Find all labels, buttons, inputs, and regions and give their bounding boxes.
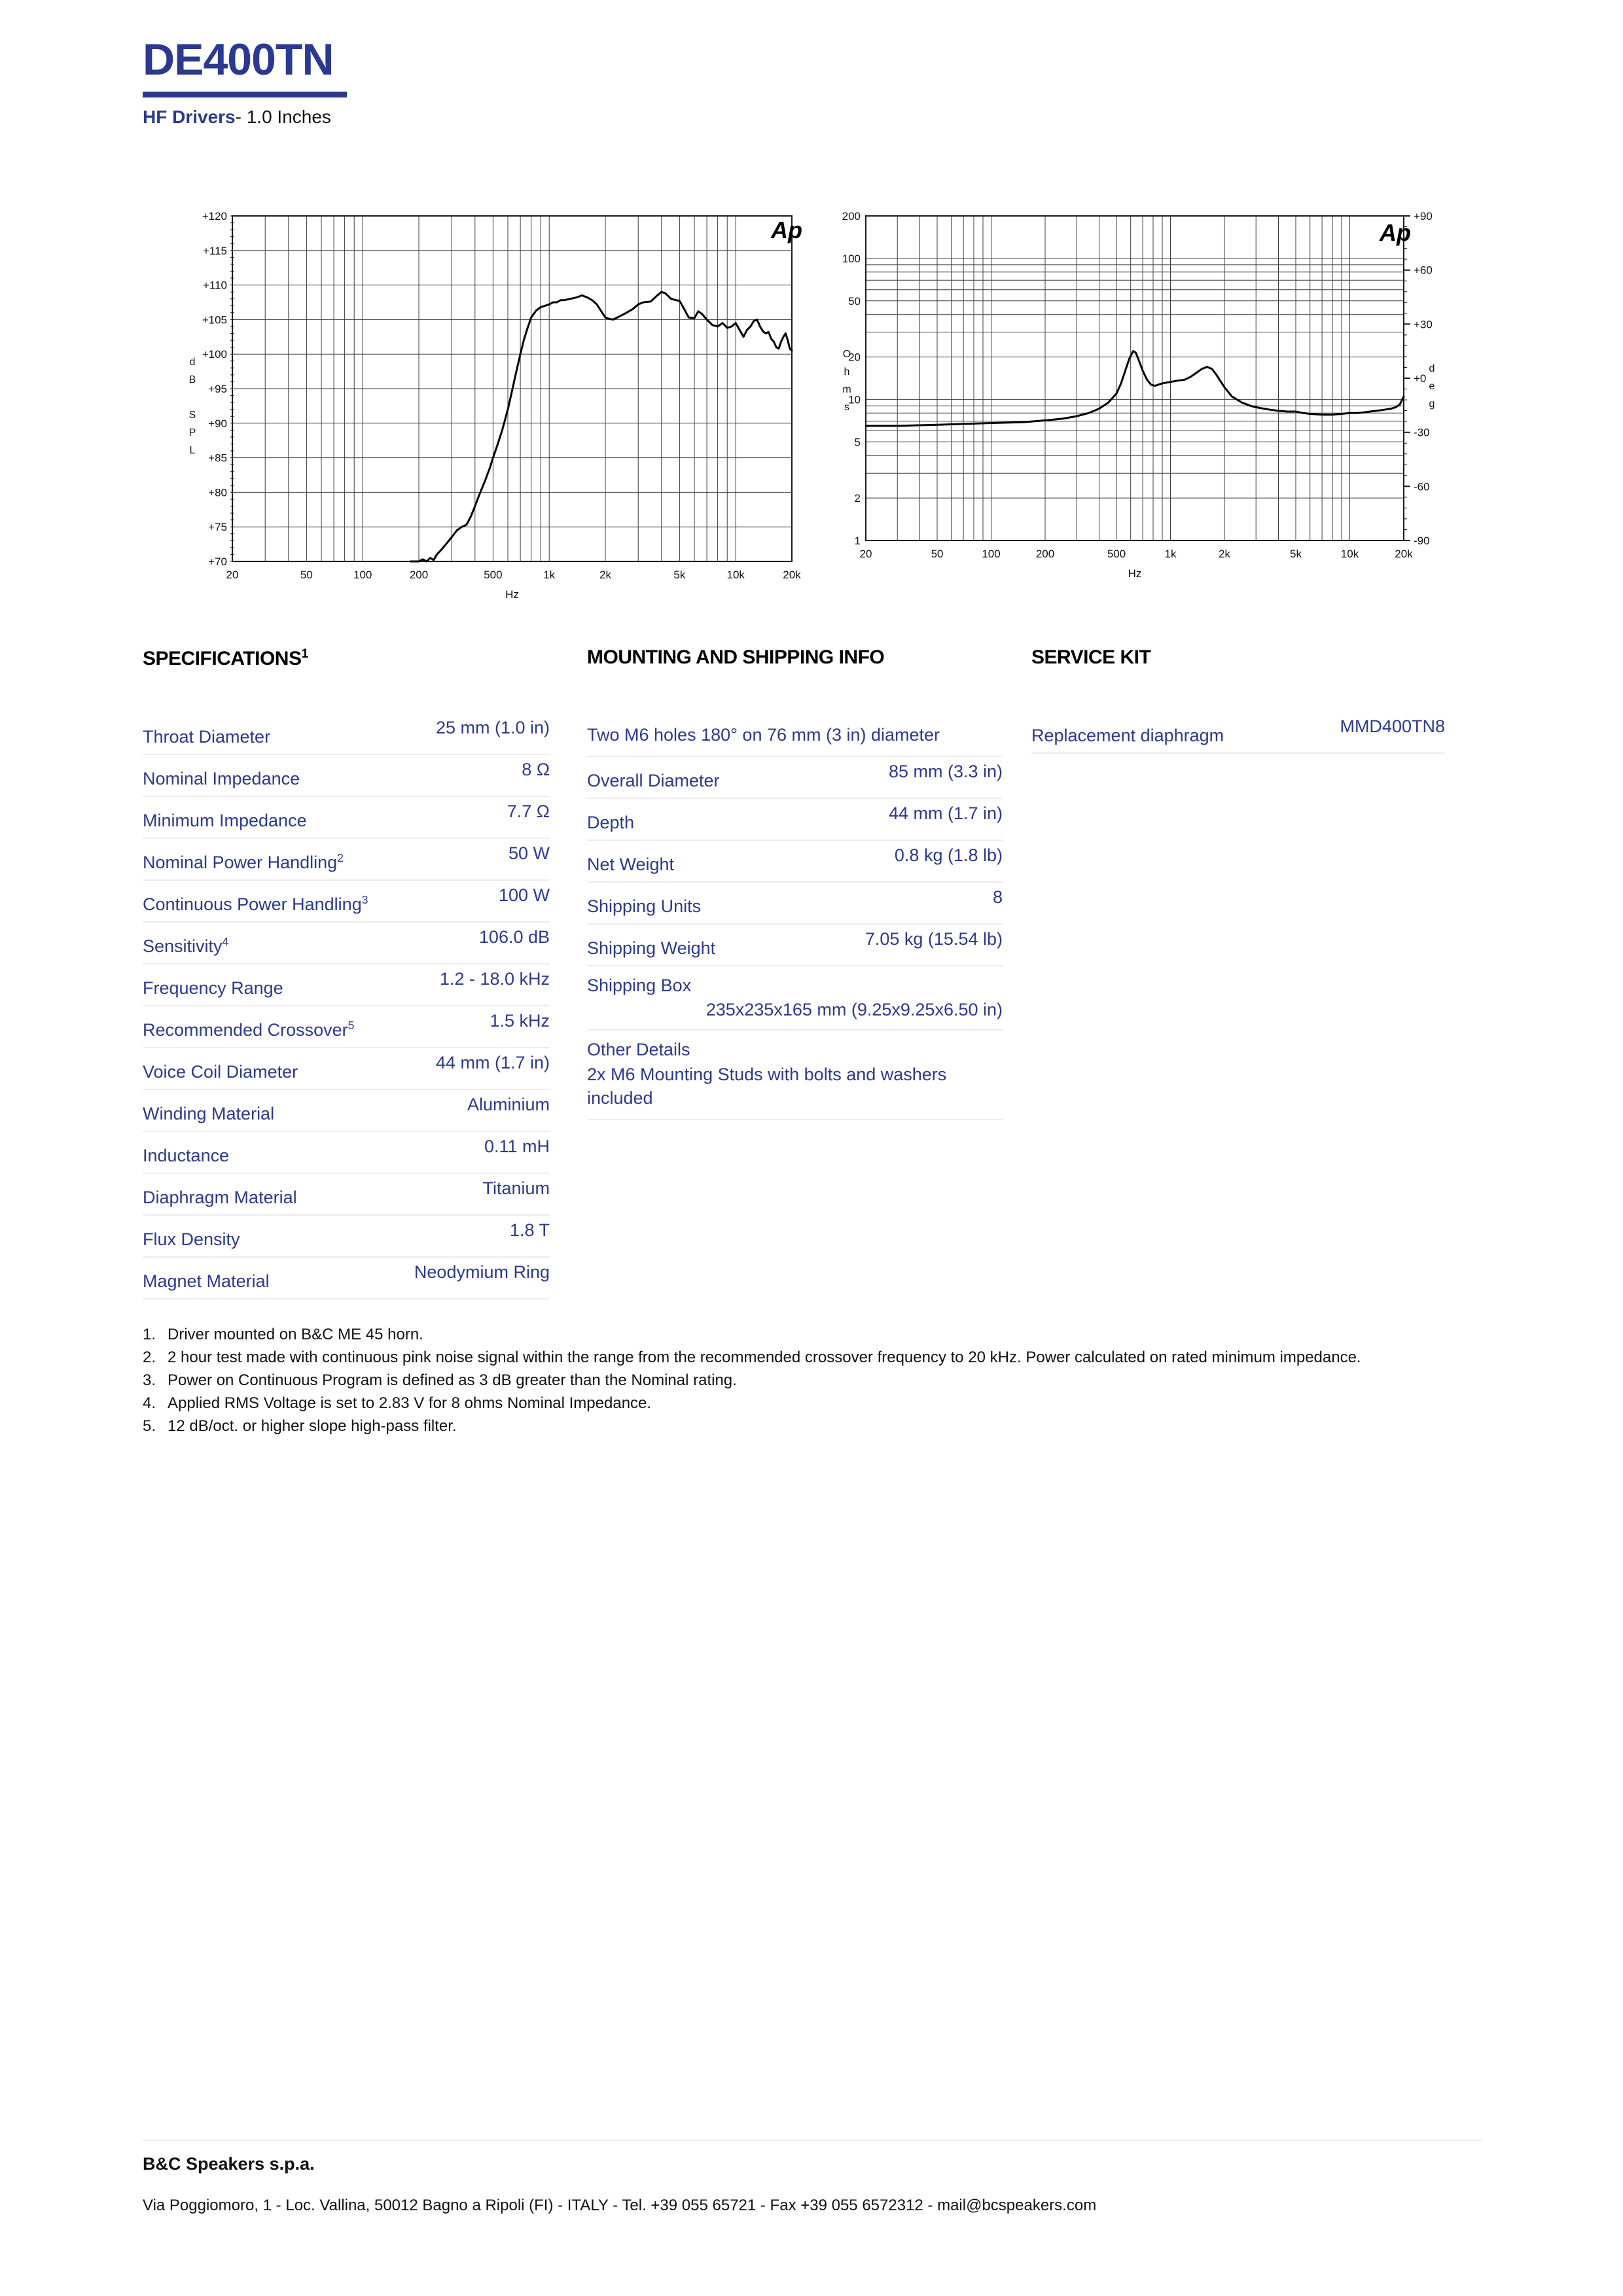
spec-row xyxy=(143,755,550,797)
service-value: MMD400TN8 xyxy=(1340,716,1445,736)
svg-text:5: 5 xyxy=(854,436,861,449)
spec-value: 7.7 Ω xyxy=(507,802,550,821)
mounting-shipping-section xyxy=(587,646,1003,1120)
svg-text:50: 50 xyxy=(931,548,944,560)
footer-company: B&C Speakers s.p.a. xyxy=(143,2154,315,2174)
svg-text:100: 100 xyxy=(842,252,861,265)
mounting-row xyxy=(587,925,1003,966)
spec-value: 25 mm (1.0 in) xyxy=(435,718,550,737)
footnote-item xyxy=(143,1346,1501,1369)
shipping-box-label: Shipping Box xyxy=(587,976,692,995)
spec-row xyxy=(143,964,550,1006)
svg-text:+80: +80 xyxy=(208,486,227,499)
footnote-number: 5. xyxy=(143,1417,156,1435)
spec-value: 106.0 dB xyxy=(478,927,550,947)
footnote-number: 4. xyxy=(143,1394,156,1412)
svg-text:Hz: Hz xyxy=(1128,567,1142,580)
svg-text:d: d xyxy=(1429,363,1435,374)
svg-text:200: 200 xyxy=(409,569,429,581)
svg-text:e: e xyxy=(1429,381,1435,392)
spec-row xyxy=(143,1258,550,1299)
footnote-text: Driver mounted on B&C ME 45 horn. xyxy=(168,1326,423,1343)
spec-row xyxy=(143,1174,550,1216)
footnote-text: Applied RMS Voltage is set to 2.83 V for 8 ohms Nominal Impedance. xyxy=(168,1394,652,1412)
svg-text:+85: +85 xyxy=(208,451,227,465)
svg-text:1k: 1k xyxy=(1164,548,1177,560)
title-underline xyxy=(143,92,347,97)
footer-address: Via Poggiomoro, 1 - Loc. Vallina, 50012 Bagno a Ripoli (FI) - ITALY - Tel. +39 055 65721 - Fax +39 055 6572312 - mail@bcspeakers.com xyxy=(143,2197,1097,2214)
svg-text:+30: +30 xyxy=(1414,318,1433,331)
mounting-row xyxy=(587,799,1003,841)
spec-row xyxy=(143,839,550,881)
spec-value: Titanium xyxy=(482,1178,550,1198)
svg-text:500: 500 xyxy=(484,569,503,581)
svg-text:-60: -60 xyxy=(1414,480,1430,493)
other-details-value: 2x M6 Mounting Studs with bolts and washers included xyxy=(587,1065,947,1108)
spec-label: Nominal Impedance xyxy=(143,769,300,788)
footnote-text: 12 dB/oct. or higher slope high-pass filter. xyxy=(168,1417,457,1435)
spec-label: Frequency Range xyxy=(143,978,283,998)
svg-text:+90: +90 xyxy=(1414,210,1433,222)
svg-text:5k: 5k xyxy=(1290,548,1302,560)
spec-row xyxy=(143,881,550,923)
svg-text:+95: +95 xyxy=(208,383,227,395)
product-subtitle xyxy=(143,107,331,128)
mounting-label: Shipping Weight xyxy=(587,938,716,958)
mounting-value: 85 mm (3.3 in) xyxy=(888,762,1003,781)
svg-text:P: P xyxy=(188,427,196,438)
svg-text:200: 200 xyxy=(1035,548,1055,560)
svg-text:+115: +115 xyxy=(202,244,227,257)
svg-text:2k: 2k xyxy=(1219,548,1230,560)
svg-text:Ap: Ap xyxy=(1380,219,1411,246)
svg-text:+70: +70 xyxy=(208,556,227,568)
spec-label: Winding Material xyxy=(143,1104,275,1123)
spec-row xyxy=(143,1216,550,1258)
footnote-item xyxy=(143,1415,1501,1438)
spec-row xyxy=(143,1132,550,1174)
svg-text:100: 100 xyxy=(982,548,1001,560)
spec-value: 1.5 kHz xyxy=(490,1011,550,1031)
mounting-value: 0.8 kg (1.8 lb) xyxy=(894,845,1003,865)
specifications-section xyxy=(143,646,550,1299)
spec-value: Aluminium xyxy=(467,1095,550,1114)
mounting-row xyxy=(587,841,1003,883)
mounting-label: Depth xyxy=(587,813,635,832)
svg-text:1k: 1k xyxy=(543,569,556,581)
spec-row xyxy=(143,1006,550,1048)
svg-text:m: m xyxy=(842,384,851,395)
svg-text:1: 1 xyxy=(854,535,861,547)
mounting-label: Shipping Units xyxy=(587,896,702,916)
svg-text:+60: +60 xyxy=(1414,264,1433,277)
svg-text:B: B xyxy=(188,374,196,385)
svg-text:10: 10 xyxy=(848,393,861,406)
spec-value: 44 mm (1.7 in) xyxy=(435,1053,550,1072)
svg-text:20k: 20k xyxy=(1395,548,1413,560)
footnote-item xyxy=(143,1369,1501,1392)
mounting-value: 7.05 kg (15.54 lb) xyxy=(865,929,1003,949)
svg-text:Ap: Ap xyxy=(771,217,802,243)
spec-value: 1.8 T xyxy=(509,1220,550,1240)
mounting-value: 44 mm (1.7 in) xyxy=(888,804,1003,823)
svg-text:2: 2 xyxy=(854,492,861,505)
svg-text:50: 50 xyxy=(300,569,313,581)
svg-text:+100: +100 xyxy=(202,348,227,361)
svg-text:50: 50 xyxy=(848,294,861,308)
svg-text:+90: +90 xyxy=(208,417,227,430)
spec-label: Inductance xyxy=(143,1146,230,1165)
spec-value: 100 W xyxy=(498,885,550,905)
footnote-number: 2. xyxy=(143,1349,156,1366)
service-label: Replacement diaphragm xyxy=(1031,726,1224,745)
svg-text:10k: 10k xyxy=(1340,548,1359,560)
svg-text:+75: +75 xyxy=(208,521,227,534)
spec-value: 0.11 mH xyxy=(484,1137,550,1156)
spec-label: Continuous Power Handling$^3$ xyxy=(143,893,368,914)
svg-text:h: h xyxy=(844,366,850,378)
svg-text:-30: -30 xyxy=(1414,426,1430,439)
product-size: - 1.0 Inches xyxy=(235,107,331,127)
service-row xyxy=(1031,712,1445,754)
mounting-label: Overall Diameter xyxy=(587,771,720,790)
specifications-footnote-ref: 1 xyxy=(301,646,308,661)
svg-text:+120: +120 xyxy=(202,210,227,222)
spec-label: Nominal Power Handling$^2$ xyxy=(143,851,344,872)
svg-text:20k: 20k xyxy=(783,569,801,581)
spec-row xyxy=(143,923,550,964)
svg-text:20: 20 xyxy=(848,351,861,364)
footnote-number: 3. xyxy=(143,1371,156,1389)
svg-text:S: S xyxy=(188,410,196,421)
specifications-table xyxy=(143,713,550,1299)
mounting-row xyxy=(587,757,1003,799)
other-details-label: Other Details xyxy=(587,1040,690,1059)
spec-label: Magnet Material xyxy=(143,1271,270,1291)
footnote-item xyxy=(143,1392,1501,1415)
svg-text:20: 20 xyxy=(859,548,872,560)
spec-value: 1.2 - 18.0 kHz xyxy=(439,969,550,989)
spec-label: Recommended Crossover$^5$ xyxy=(143,1019,355,1040)
svg-text:d: d xyxy=(189,357,196,368)
svg-text:200: 200 xyxy=(842,210,861,222)
frequency-response-chart xyxy=(177,207,805,605)
spec-label: Voice Coil Diameter xyxy=(143,1062,298,1082)
mounting-heading: MOUNTING AND SHIPPING INFO xyxy=(587,646,885,668)
spec-row xyxy=(143,1048,550,1090)
spec-label: Minimum Impedance xyxy=(143,811,307,830)
service-kit-table xyxy=(1031,712,1445,754)
spec-label: Flux Density xyxy=(143,1229,240,1249)
shipping-box-row xyxy=(587,966,1003,1031)
svg-text:5k: 5k xyxy=(673,569,686,581)
svg-text:L: L xyxy=(189,445,196,456)
svg-text:100: 100 xyxy=(353,569,372,581)
svg-text:20: 20 xyxy=(226,569,239,581)
spec-label: Throat Diameter xyxy=(143,727,271,747)
spec-value: 50 W xyxy=(508,843,550,863)
specifications-heading: SPECIFICATIONS$^1$ xyxy=(143,646,308,669)
mounting-table xyxy=(587,712,1003,1120)
svg-text:O: O xyxy=(842,349,851,360)
spec-row xyxy=(143,713,550,755)
svg-text:10k: 10k xyxy=(726,569,745,581)
other-details-row xyxy=(587,1031,1003,1120)
page-title: DE400TN xyxy=(143,35,334,84)
mounting-row xyxy=(587,883,1003,925)
spec-value: Neodymium Ring xyxy=(414,1262,550,1282)
mounting-value: 8 xyxy=(992,887,1003,907)
footnote-text: Power on Continuous Program is defined as 3 dB greater than the Nominal rating. xyxy=(168,1371,737,1389)
svg-text:Hz: Hz xyxy=(505,588,519,601)
footnotes-list xyxy=(143,1323,1501,1438)
svg-text:500: 500 xyxy=(1107,548,1126,560)
service-kit-heading: SERVICE KIT xyxy=(1031,646,1151,668)
svg-text:+0: +0 xyxy=(1414,372,1427,385)
impedance-chart xyxy=(838,207,1453,605)
mounting-holes-note: Two M6 holes 180° on 76 mm (3 in) diameter xyxy=(587,712,1003,757)
footnote-item xyxy=(143,1323,1501,1346)
svg-text:-90: -90 xyxy=(1414,535,1430,547)
spec-value: 8 Ω xyxy=(522,760,550,779)
spec-label: Diaphragm Material xyxy=(143,1188,297,1207)
shipping-box-value: 235x235x165 mm (9.25x9.25x6.50 in) xyxy=(705,1000,1003,1019)
spec-row xyxy=(143,797,550,839)
spec-label: Sensitivity$^4$ xyxy=(143,935,229,956)
svg-text:s: s xyxy=(844,402,849,413)
svg-text:+105: +105 xyxy=(202,313,227,327)
mounting-label: Net Weight xyxy=(587,855,675,874)
footer-divider xyxy=(143,2140,1482,2141)
product-category: HF Drivers xyxy=(143,107,236,127)
service-kit-section xyxy=(1031,646,1445,754)
footnote-number: 1. xyxy=(143,1326,156,1343)
spec-row xyxy=(143,1090,550,1132)
svg-text:2k: 2k xyxy=(599,569,611,581)
svg-text:g: g xyxy=(1429,398,1435,410)
svg-text:+110: +110 xyxy=(202,279,227,292)
footnote-text: 2 hour test made with continuous pink noise signal within the range from the recommended crossover frequency to 20 kHz. Power calculated on rated minimum impedance. xyxy=(168,1349,1361,1366)
